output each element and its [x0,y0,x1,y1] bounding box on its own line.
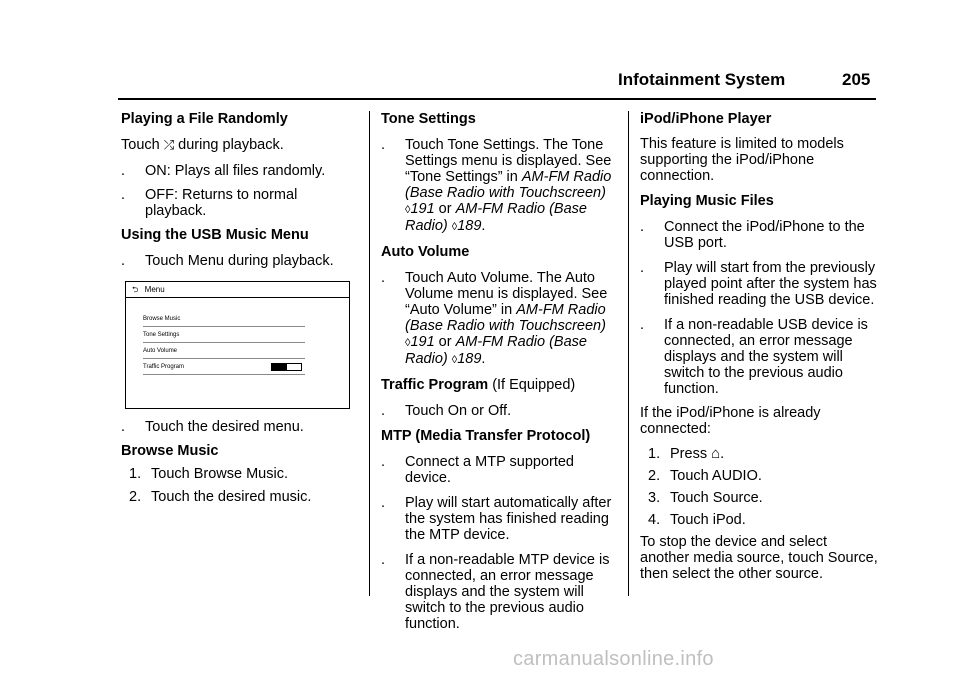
list-item [640,219,880,251]
menu-item-browse-music[interactable] [143,315,305,327]
usb-menu-screen [125,281,350,409]
watermark: carmanualsonline.info [513,648,714,670]
bullet-text: OFF: Returns to normal playback. [145,187,298,219]
period: . [720,446,725,462]
shuffle-icon: ⤮ [163,137,175,152]
heading-playing-music: Playing Music Files [640,193,774,209]
column-2 [381,111,613,632]
menu-item-label: Browse Music [143,316,181,322]
ipod-intro: This feature is limited to models supporting the iPod/iPhone connection. [640,136,844,184]
bullet-text: Touch Menu during playback. [145,253,334,269]
heading-usb-menu: Using the USB Music Menu [121,227,309,243]
bullet-text: If a non-readable MTP device is connected, an error message displays and the system will switch to the previous audio function. [405,552,610,632]
connected-intro: If the iPod/iPhone is already connected: [640,405,821,437]
heading-mtp: MTP (Media Transfer Protocol) [381,428,591,444]
cross-reference-link[interactable]: AM-FM Radio (Base Radio) [405,334,587,367]
screen-divider [126,297,349,298]
column-1-lower [121,419,357,505]
heading-traffic-program [381,377,613,393]
list-item [121,187,357,219]
bullet-mark: . [381,495,386,511]
toggle-fill [272,364,287,370]
bullet-text: Touch Auto Volume. The Auto Volume menu is displayed. See “Auto Volume” in [405,270,608,318]
menu-item-traffic-program[interactable] [143,363,305,375]
heading-tone-settings: Tone Settings [381,111,476,127]
during-playback-label: during playback. [178,137,284,153]
bullet-text: Play will start from the previously played point after the system has finished reading the USB device. [664,260,877,308]
bullet-text: Touch the desired menu. [145,419,304,435]
step-text: Touch the desired music. [151,489,312,505]
bullet-mark: . [381,403,386,419]
page-ref-icon: ◊ [405,337,411,349]
page-ref-icon: ◊ [451,354,458,366]
page-reference[interactable]: 191 [410,201,435,217]
period: . [481,351,486,367]
column-divider-2 [628,111,629,596]
column-divider-1 [369,111,370,596]
traffic-toggle[interactable] [271,363,302,371]
cross-reference-link[interactable]: AM-FM Radio (Base Radio with Touchscreen) [405,169,612,201]
or-label: or [438,334,452,350]
step-text: Touch Source. [670,490,763,506]
heading-ipod-player: iPod/iPhone Player [640,111,772,127]
menu-item-label: Tone Settings [143,332,180,338]
list-item [381,552,613,632]
shuffle-instruction [121,137,357,153]
heading-browse-music: Browse Music [121,443,219,459]
column-3 [640,111,880,582]
bullet-mark: . [121,187,126,203]
period: . [481,218,486,234]
menu-item-label: Auto Volume [143,348,178,354]
bullet-text: Connect the iPod/iPhone to the USB port. [664,219,865,251]
menu-item-tone-settings[interactable] [143,331,305,343]
section-title: Infotainment System [618,70,786,89]
bullet-text: If a non-readable USB device is connected, an error message displays and the system will switch to the previous audio function. [664,317,868,397]
connected-outro: To stop the device and select another media source, touch Source, then select the other source. [640,534,878,582]
step-number: 1. [129,466,142,482]
bullet-text: Play will start automatically after the system has finished reading the MTP device. [405,495,612,543]
step-number: 4. [648,512,661,528]
home-icon: ⌂ [711,445,721,462]
bullet-mark: . [121,253,126,269]
list-item [640,490,880,506]
list-item [381,403,613,419]
bullet-mark: . [381,270,386,286]
list-item [640,446,880,462]
bullet-text: Touch Tone Settings. The Tone Settings menu is displayed. See “Tone Settings” in [405,137,612,185]
bullet-text: Connect a MTP supported device. [405,454,574,486]
step-text: Touch Browse Music. [151,466,288,482]
menu-item-label: Traffic Program [143,364,185,370]
bullet-mark: . [121,419,126,435]
page-number: 205 [842,70,871,89]
step-number: 3. [648,490,661,506]
back-arrow-icon[interactable]: ⮌ [132,285,139,294]
step-text: Touch iPod. [670,512,746,528]
or-label: or [438,201,452,217]
press-label: Press [670,446,708,462]
bullet-mark: . [640,260,645,276]
page-reference[interactable]: 189 [457,351,482,367]
traffic-heading: Traffic Program [381,377,489,393]
list-item [121,419,357,435]
list-item [640,468,880,484]
screen-title: Menu [144,285,165,294]
bullet-mark: . [640,219,645,235]
step-number: 2. [129,489,142,505]
touch-label: Touch [121,137,160,153]
bullet-mark: . [640,317,645,333]
list-item [640,317,880,397]
step-number: 2. [648,468,661,484]
bullet-mark: . [121,163,126,179]
bullet-mark: . [381,552,386,568]
list-item [381,495,613,543]
step-number: 1. [648,446,661,462]
traffic-note: (If Equipped) [492,377,576,393]
step-text: Touch AUDIO. [670,468,762,484]
bullet-text: Touch On or Off. [405,403,512,419]
list-item [121,489,357,505]
list-item [121,253,357,269]
bullet-mark: . [381,454,386,470]
header-rule [118,98,876,100]
heading-random: Playing a File Randomly [121,111,288,127]
list-item [381,454,613,486]
heading-auto-volume: Auto Volume [381,244,470,260]
cross-reference-link[interactable]: AM-FM Radio (Base Radio) [405,201,587,234]
list-item [121,466,357,482]
cross-reference-link[interactable]: AM-FM Radio (Base Radio with Touchscreen) [405,302,606,334]
page-ref-icon: ◊ [405,204,411,216]
column-1 [121,111,357,269]
list-item [381,270,613,368]
screen-header [132,285,165,295]
list-item [381,137,613,235]
bullet-text: ON: Plays all files randomly. [145,163,326,179]
list-item [121,163,357,179]
menu-item-auto-volume[interactable] [143,347,305,359]
bullet-mark: . [381,137,386,153]
page-reference[interactable]: 189 [457,218,482,234]
page-ref-icon: ◊ [451,221,458,233]
list-item [640,512,880,528]
page-reference[interactable]: 191 [410,334,435,350]
list-item [640,260,880,308]
